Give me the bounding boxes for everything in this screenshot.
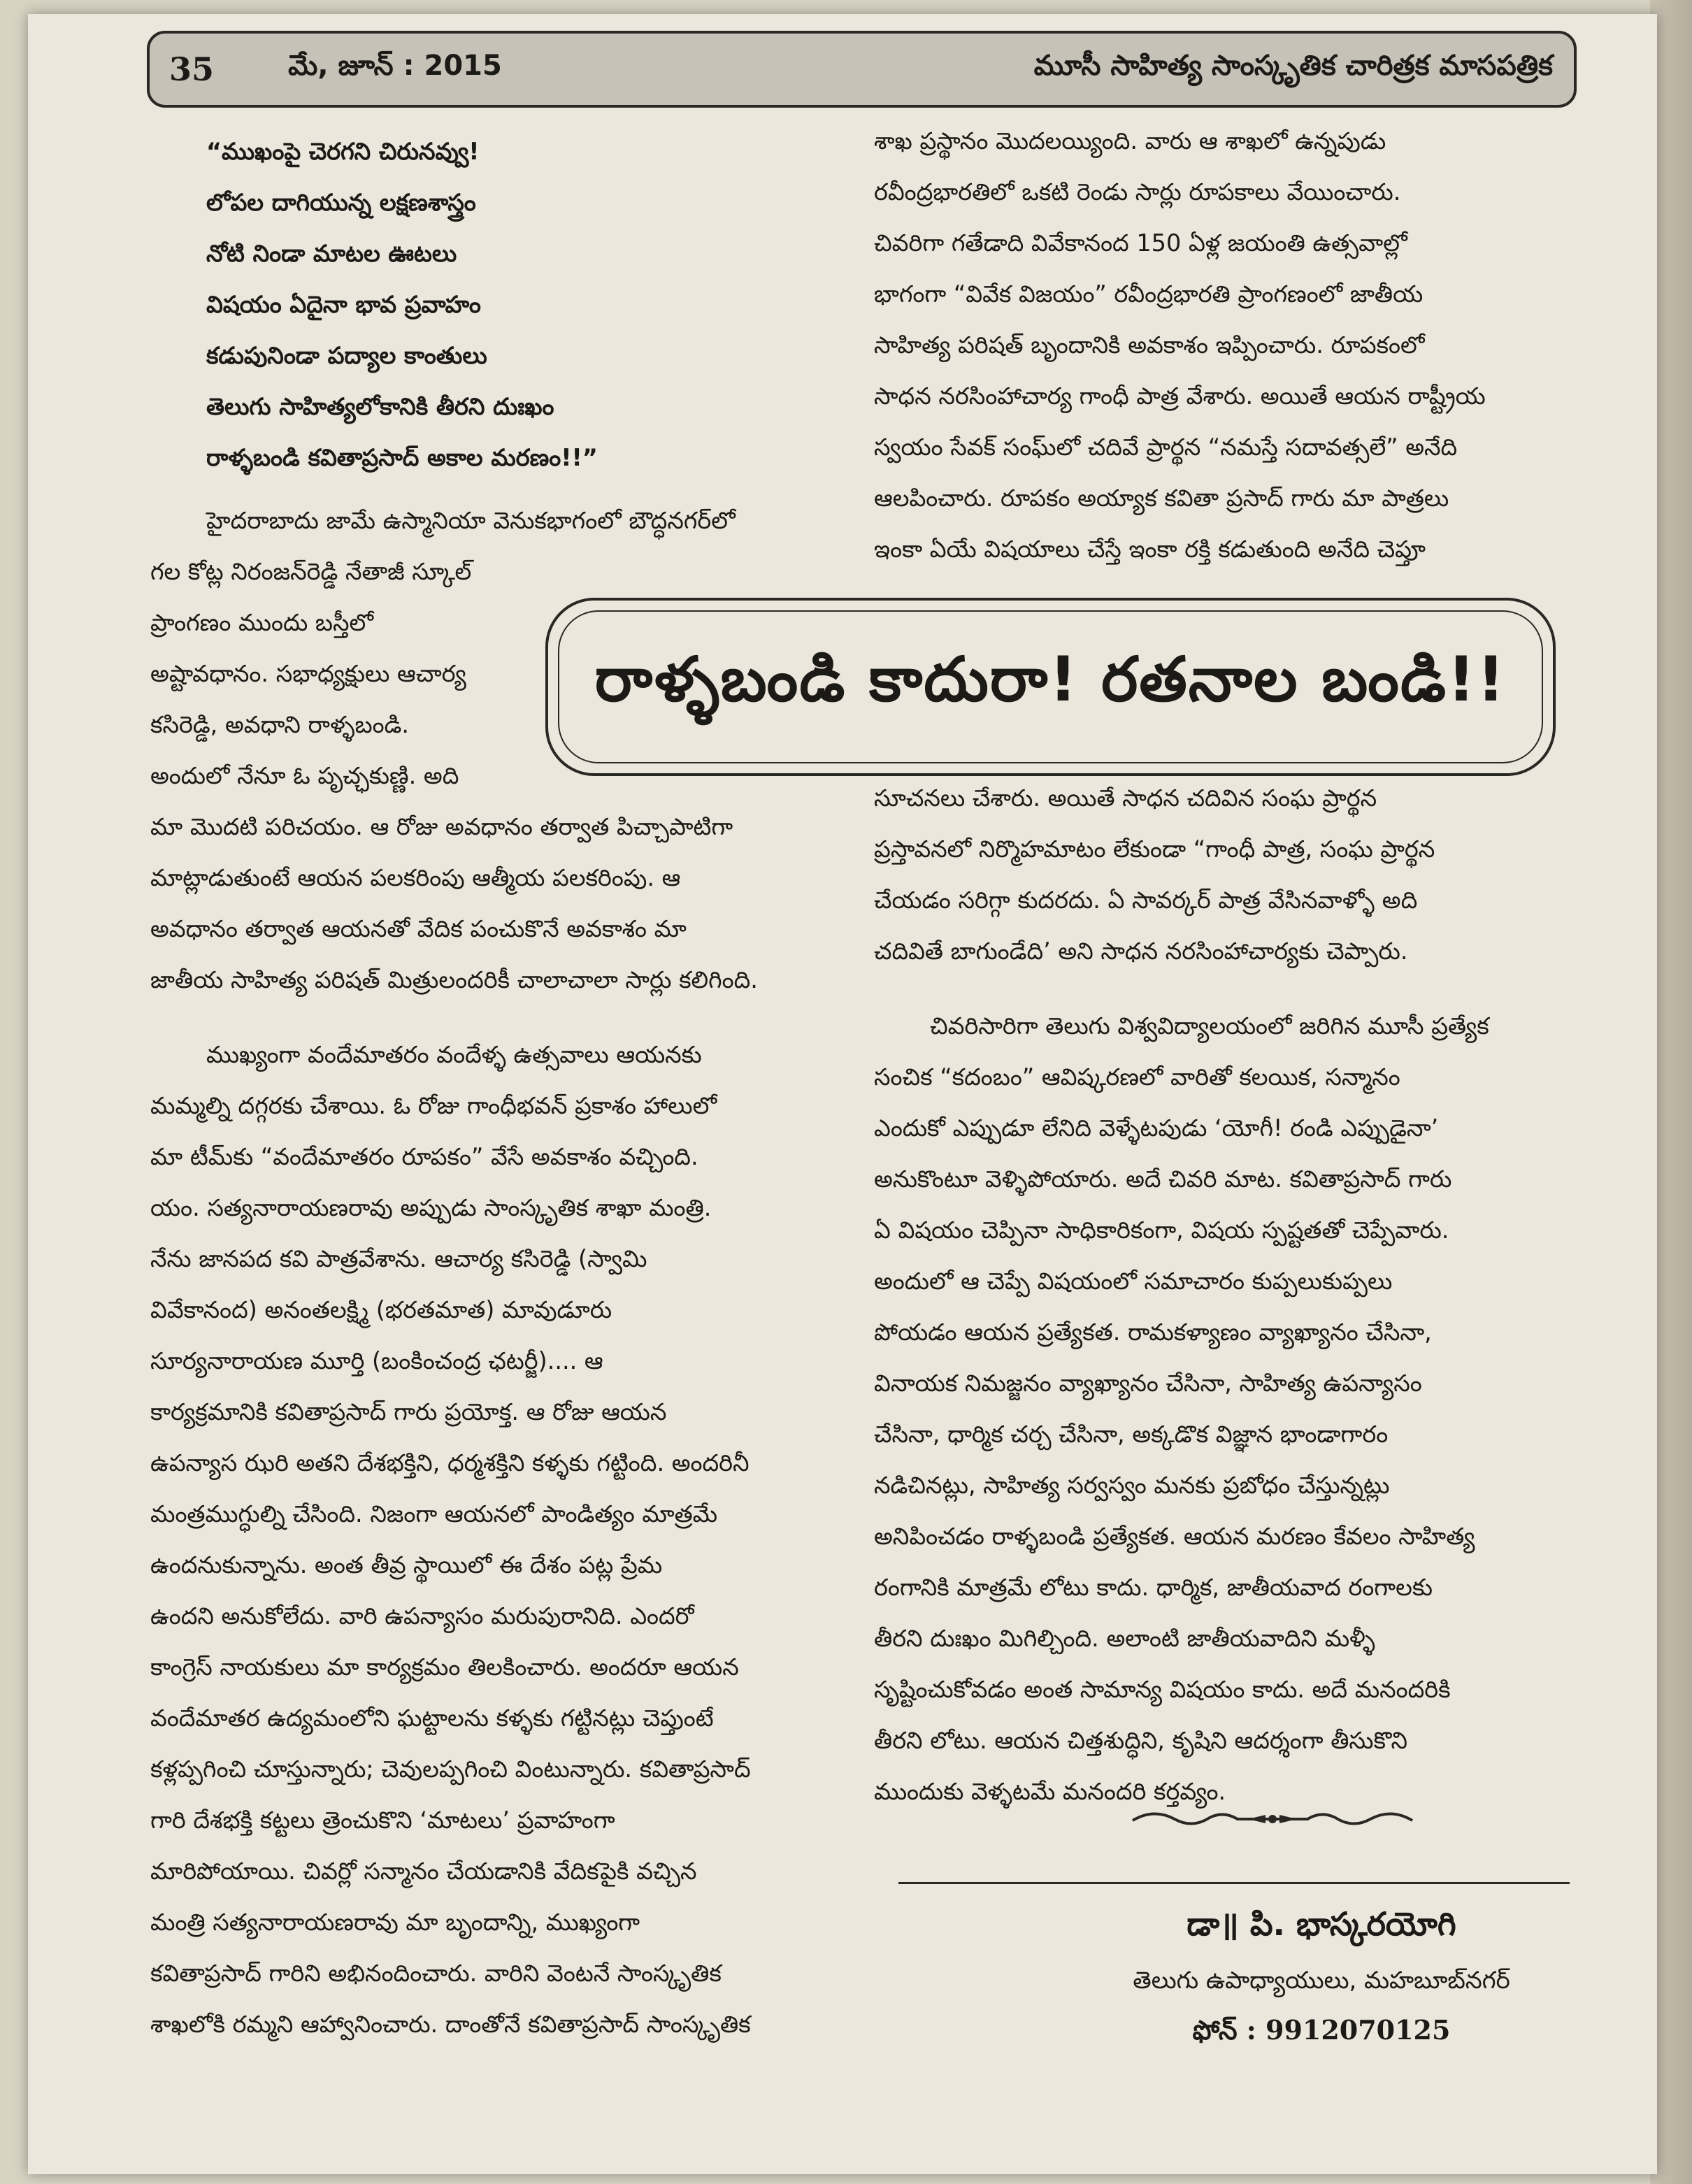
text-line: ఎందుకో ఎప్పుడూ లేనిది వెళ్ళేటపుడు ‘యోగీ! రండి ఎప్పుడైనా’	[874, 1114, 1439, 1142]
text-line: ప్రాంగణం ముందు బస్తీలో	[150, 609, 374, 636]
text-line: చేసినా, ధార్మిక చర్చ చేసినా, అక్కడొక విజ్ఞాన భాండాగారం	[874, 1421, 1389, 1448]
text-line: వందేమాతర ఉద్యమంలోని ఘట్టాలను కళ్ళకు గట్టినట్లు చెప్తుంటే	[150, 1704, 714, 1732]
poem-line: లోపల దాగియున్న లక్షణశాస్త్రం	[206, 189, 476, 216]
poem-line: కడుపునిండా పద్యాల కాంతులు	[206, 342, 487, 369]
poem-block	[150, 126, 682, 483]
text-line: యం. సత్యనారాయణరావు అప్పుడు సాంస్కృతిక శాఖా మంత్రి.	[150, 1194, 712, 1221]
poem-line: “ముఖంపై చెరగని చిరునవ్వు!	[206, 138, 480, 165]
author-divider	[898, 1882, 1570, 1884]
text-line: గల కోట్ల నిరంజన్‌రెడ్డి నేతాజీ స్కూల్	[150, 558, 472, 585]
text-line: సూర్యనారాయణ మూర్తి (బంకించంద్ర ఛటర్జీ).... ఆ	[150, 1347, 603, 1374]
text-line: ఆలపించారు. రూపకం అయ్యాక కవితా ప్రసాద్ గారు మా పాత్రలు	[874, 484, 1449, 512]
text-line: కాంగ్రెస్ నాయకులు మా కార్యక్రమం తిలకించారు. అందరూ ఆయన	[150, 1653, 739, 1681]
page-number: 35	[169, 50, 215, 88]
text-line: హైదరాబాదు జామే ఉస్మానియా వెనుకభాగంలో బౌద్ధనగర్‌లో	[206, 507, 736, 534]
text-line: భాగంగా “వివేక విజయం” రవీంద్రభారతి ప్రాంగణంలో జాతీయ	[874, 280, 1424, 308]
ornament-divider-icon	[1126, 1805, 1419, 1833]
text-line: మమ్మల్ని దగ్గరకు చేశాయి. ఓ రోజు గాంధీభవన్ ప్రకాశం హాలులో	[150, 1092, 717, 1119]
text-line: మా మొదటి పరిచయం. ఆ రోజు అవధానం తర్వాత పిచ్చాపాటిగా	[150, 813, 733, 840]
text-line: కసిరెడ్డి, అవధాని రాళ్ళబండి.	[150, 711, 410, 738]
poem-line: రాళ్ళబండి కవితాప్రసాద్ అకాల మరణం!!”	[206, 444, 598, 471]
text-line: వినాయక నిమజ్జనం వ్యాఖ్యానం చేసినా, సాహిత్య ఉపన్యాసం	[874, 1370, 1422, 1397]
text-line: సృష్టించుకోవడం అంత సామాన్య విషయం కాదు. అదే మనందరికి	[874, 1676, 1451, 1703]
text-line: నడిచినట్లు, సాహిత్య సర్వస్వం మనకు ప్రబోధం చేస్తున్నట్లు	[874, 1472, 1390, 1499]
text-line: అందులో నేనూ ఓ పృచ్ఛకుణ్ణి. అది	[150, 762, 459, 789]
poem-line: తెలుగు సాహిత్యలోకానికి తీరని దుఃఖం	[206, 393, 554, 420]
text-line: ప్రస్తావనలో నిర్మొహమాటం లేకుండా “గాంధీ పాత్ర, సంఘ ప్రార్థన	[874, 835, 1435, 863]
text-line: అవధానం తర్వాత ఆయనతో వేదిక పంచుకొనే అవకాశం మా	[150, 915, 687, 942]
author-name: డా॥ పి. భాస్కరయోగి	[1186, 1905, 1456, 1943]
text-line: మా టీమ్‌కు “వందేమాతరం రూపకం” వేసే అవకాశం వచ్చింది.	[150, 1143, 698, 1170]
text-line: చేయడం సరిగ్గా కుదరదు. ఏ సావర్కర్ పాత్ర వేసినవాళ్ళో అది	[874, 886, 1418, 914]
text-line: అష్టావధానం. సభాధ్యక్షులు ఆచార్య	[150, 660, 466, 687]
text-line: కవితాప్రసాద్ గారిని అభినందించారు. వారిని వెంటనే సాంస్కృతిక	[150, 1960, 722, 1987]
text-line: రంగానికి మాత్రమే లోటు కాదు. ధార్మిక, జాతీయవాద రంగాలకు	[874, 1574, 1433, 1601]
author-block	[902, 1905, 1573, 2053]
text-line: తీరని లోటు. ఆయన చిత్తశుద్ధిని, కృషిని ఆదర్శంగా తీసుకొని	[874, 1727, 1408, 1754]
text-line: సూచనలు చేశారు. అయితే సాధన చదివిన సంఘ ప్రార్థన	[874, 784, 1377, 812]
text-line: గారి దేశభక్తి కట్టలు త్రెంచుకొని ‘మాటలు’ ప్రవాహంగా	[150, 1806, 615, 1834]
poem-line: నోటి నిండా మాటల ఊటలు	[206, 240, 457, 267]
text-line: అనిపించడం రాళ్ళబండి ప్రత్యేకత. ఆయన మరణం కేవలం సాహిత్య	[874, 1523, 1475, 1550]
text-line: చివరిసారిగా తెలుగు విశ్వవిద్యాలయంలో జరిగిన మూసీ ప్రత్యేక	[930, 1012, 1489, 1040]
text-line: మారిపోయాయి. చివర్లో సన్మానం చేయడానికి వేదికపైకి వచ్చిన	[150, 1858, 697, 1885]
text-line: ఇంకా ఏయే విషయాలు చేస్తే ఇంకా రక్తి కడుతుంది అనేది చెప్తూ	[874, 536, 1426, 563]
right-column-bottom	[874, 773, 1573, 1817]
text-line: మాట్లాడుతుంటే ఆయన పలకరింపు ఆత్మీయ పలకరింపు. ఆ	[150, 864, 681, 891]
text-line: పోయడం ఆయన ప్రత్యేకత. రామకళ్యాణం వ్యాఖ్యానం చేసినా,	[874, 1319, 1432, 1346]
text-line: చదివితే బాగుండేది’ అని సాధన నరసింహాచార్యకు చెప్పారు.	[874, 937, 1408, 965]
article-title-box	[545, 598, 1556, 776]
issue-date: మే, జూన్ : 2015	[288, 50, 502, 82]
text-line: చివరిగా గతేడాది వివేకానంద 150 ఏళ్ల జయంతి ఉత్సవాల్లో	[874, 229, 1407, 257]
text-line: రవీంద్రభారతిలో ఒకటి రెండు సార్లు రూపకాలు వేయించారు.	[874, 178, 1401, 206]
text-line: కార్యక్రమానికి కవితాప్రసాద్ గారు ప్రయోక్త. ఆ రోజు ఆయన	[150, 1398, 667, 1425]
text-line: ఉందని అనుకోలేదు. వారి ఉపన్యాసం మరుపురానిది. ఎందరో	[150, 1602, 694, 1630]
text-line: ఉందనుకున్నాను. అంత తీవ్ర స్థాయిలో ఈ దేశం పట్ల ప్రేమ	[150, 1551, 663, 1579]
text-line: శాఖలోకి రమ్మని ఆహ్వానించారు. దాంతోనే కవితాప్రసాద్ సాంస్కృతిక	[150, 2011, 751, 2038]
text-line: అనుకొంటూ వెళ్ళిపోయారు. అదే చివరి మాట. కవితాప్రసాద్ గారు	[874, 1165, 1452, 1193]
text-line: అందులో ఆ చెప్పే విషయంలో సమాచారం కుప్పలుకుప్పలు	[874, 1267, 1393, 1295]
text-line: సంచిక “కదంబం” ఆవిష్కరణలో వారితో కలయిక, సన్మానం	[874, 1063, 1400, 1091]
text-line: వివేకానంద) అనంతలక్ష్మి (భరతమాత) మావుడూరు	[150, 1296, 612, 1323]
text-line: సాధన నరసింహాచార్య గాంధీ పాత్ర వేశారు. అయితే ఆయన రాష్ట్రీయ	[874, 382, 1486, 410]
text-line: నేను జానపద కవి పాత్రవేశాను. ఆచార్య కసిరెడ్డి (స్వామి	[150, 1245, 647, 1272]
author-phone: ఫోన్ : 9912070125	[1192, 2014, 1451, 2046]
text-line: శాఖ ప్రస్థానం మొదలయ్యింది. వారు ఆ శాఖలో ఉన్నపుడు	[874, 127, 1386, 155]
text-line: మంత్రి సత్యనారాయణరావు మా బృందాన్ని, ముఖ్యంగా	[150, 1909, 640, 1936]
page-header	[147, 31, 1577, 108]
text-line: ముందుకు వెళ్ళటమే మనందరి కర్తవ్యం.	[874, 1778, 1226, 1805]
text-line: జాతీయ సాహిత్య పరిషత్ మిత్రులందరికీ చాలాచాలా సార్లు కలిగింది.	[150, 966, 758, 993]
text-line: ముఖ్యంగా వందేమాతరం వందేళ్ళ ఉత్సవాలు ఆయనకు	[206, 1041, 702, 1068]
right-column-top	[874, 115, 1573, 575]
text-line: మంత్రముగ్ధుల్ని చేసింది. నిజంగా ఆయనలో పాండిత్యం మాత్రమే	[150, 1500, 718, 1528]
article-title: రాళ్ళబండి కాదురా! రతనాల బండి!!	[594, 643, 1507, 715]
author-role: తెలుగు ఉపాధ్యాయులు, మహబూబ్‌నగర్	[1133, 1967, 1510, 1995]
text-line: తీరని దుఃఖం మిగిల్చింది. అలాంటి జాతీయవాదిని మళ్ళీ	[874, 1625, 1375, 1652]
text-line: స్వయం సేవక్ సంఘ్‌లో చదివే ప్రార్థన “నమస్తే సదావత్సలే” అనేది	[874, 433, 1458, 461]
text-line: సాహిత్య పరిషత్ బృందానికి అవకాశం ఇప్పించారు. రూపకంలో	[874, 331, 1425, 359]
poem-line: విషయం ఏదైనా భావ ప్రవాహం	[206, 291, 481, 318]
text-line: ఉపన్యాస ఝరి అతని దేశభక్తిని, ధర్మశక్తిని కళ్ళకు గట్టింది. అందరినీ	[150, 1449, 750, 1477]
text-line: ఏ విషయం చెప్పినా సాధికారికంగా, విషయ స్పష్టతతో చెప్పేవారు.	[874, 1216, 1449, 1244]
text-line: కళ్లప్పగించి చూస్తున్నారు; చెవులప్పగించి వింటున్నారు. కవితాప్రసాద్	[150, 1755, 751, 1783]
magazine-title: మూసీ సాహిత్య సాంస్కృతిక చారిత్రక మాసపత్రిక	[1033, 50, 1553, 82]
